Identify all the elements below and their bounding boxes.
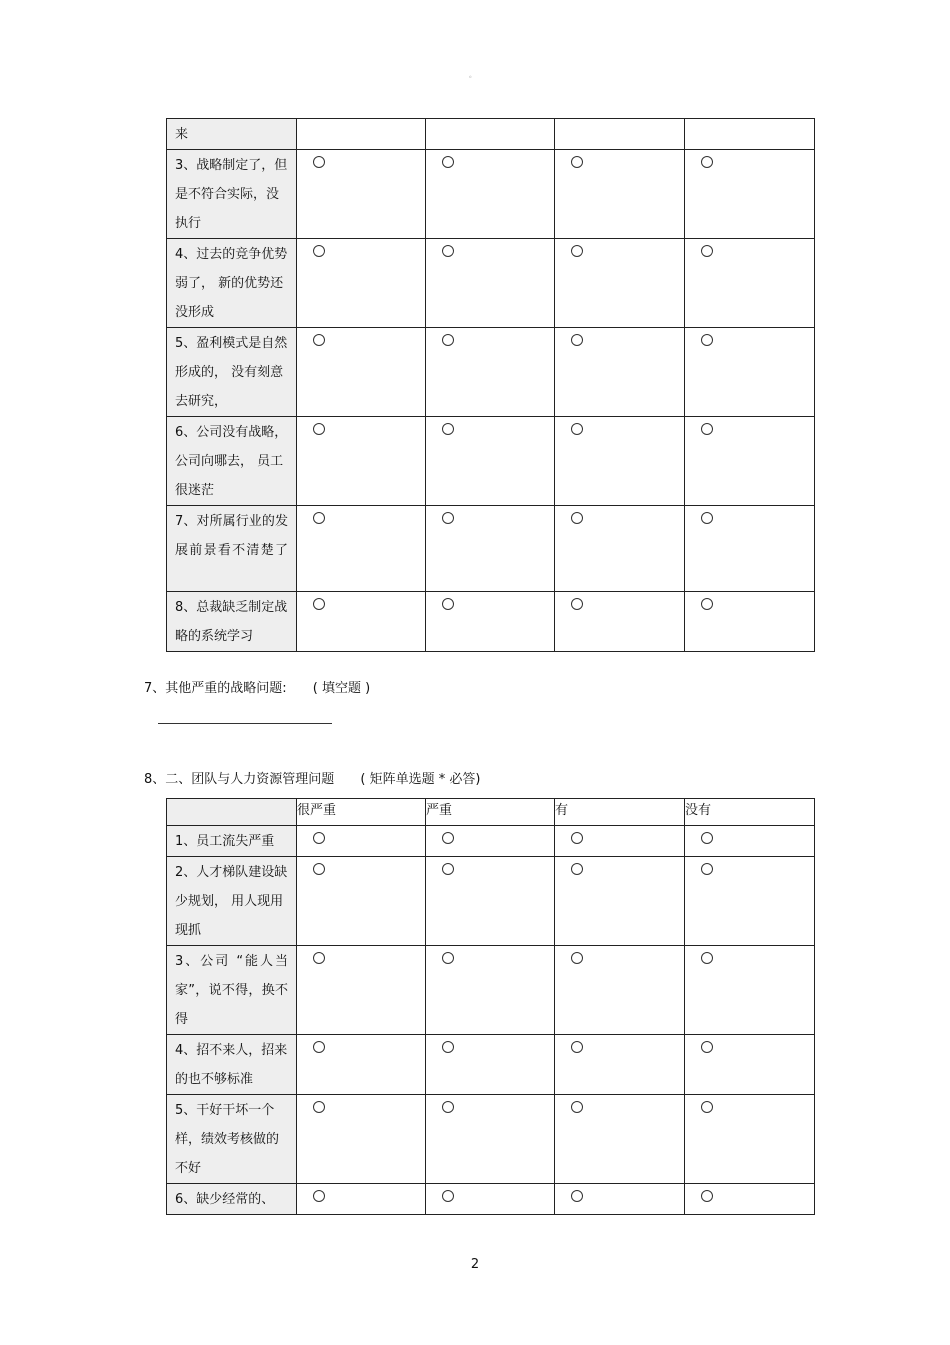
radio-button[interactable] [313,156,325,168]
table-row [167,1035,815,1095]
radio-button[interactable] [701,334,713,346]
option-cell [297,1184,426,1215]
header-corner [167,799,297,826]
radio-button[interactable] [442,832,454,844]
option-cell [426,417,555,506]
option-cell [685,119,815,150]
radio-button[interactable] [701,832,713,844]
question-label: 来 [167,119,297,150]
radio-button[interactable] [571,423,583,435]
radio-button[interactable] [701,512,713,524]
option-cell [685,1035,815,1095]
option-cell [555,946,685,1035]
option-cell [555,1184,685,1215]
header-have: 有 [555,799,685,826]
header-none: 没有 [685,799,815,826]
strategy-matrix-table [166,118,815,652]
option-cell [426,1184,555,1215]
option-cell [685,946,815,1035]
table-row [167,1184,815,1215]
radio-button[interactable] [701,863,713,875]
option-cell [426,239,555,328]
option-cell [685,506,815,592]
radio-button[interactable] [442,952,454,964]
radio-button[interactable] [442,598,454,610]
table-row [167,857,815,946]
table-row [167,119,815,150]
radio-button[interactable] [701,423,713,435]
option-cell [555,119,685,150]
radio-button[interactable] [442,1101,454,1113]
option-cell [426,1095,555,1184]
radio-button[interactable] [313,952,325,964]
question-label: 1、员工流失严重 [167,826,297,857]
radio-button[interactable] [571,1190,583,1202]
header-row [167,799,815,826]
table-row [167,1095,815,1184]
hr-matrix-table [166,798,815,1215]
option-cell [555,239,685,328]
question-label: 4、过去的竞争优势弱了， 新的优势还没形成 [167,239,297,328]
header-mark: 。 [469,71,476,79]
option-cell [426,328,555,417]
option-cell [426,857,555,946]
option-cell [555,150,685,239]
radio-button[interactable] [571,832,583,844]
question-7-title [144,677,370,696]
radio-button[interactable] [571,512,583,524]
table-row [167,946,815,1035]
radio-button[interactable] [313,832,325,844]
radio-button[interactable] [701,598,713,610]
option-cell [426,592,555,652]
option-cell [426,119,555,150]
option-cell [297,328,426,417]
radio-button[interactable] [442,245,454,257]
question-7-type: ( 填空题 ) [312,681,371,696]
option-cell [685,328,815,417]
option-cell [426,946,555,1035]
option-cell [426,150,555,239]
option-cell [297,506,426,592]
option-cell [297,417,426,506]
radio-button[interactable] [313,334,325,346]
radio-button[interactable] [701,1041,713,1053]
option-cell [685,1184,815,1215]
question-8-text: 8、二、团队与人力资源管理问题 [144,772,335,787]
option-cell [555,328,685,417]
question-7-text: 7、其他严重的战略问题: [144,681,287,696]
option-cell [297,119,426,150]
table-row [167,826,815,857]
option-cell [555,506,685,592]
option-cell [555,1095,685,1184]
question-8-type: ( 矩阵单选题 * 必答) [360,772,481,787]
radio-button[interactable] [313,1101,325,1113]
question-label: 2、人才梯队建设缺少规划， 用人现用现抓 [167,857,297,946]
option-cell [297,857,426,946]
radio-button[interactable] [442,863,454,875]
option-cell [555,417,685,506]
option-cell [685,150,815,239]
question-8-title [144,768,480,787]
radio-button[interactable] [571,156,583,168]
radio-button[interactable] [571,598,583,610]
radio-button[interactable] [313,1041,325,1053]
question-label: 5、干好干坏一个样，绩效考核做的不好 [167,1095,297,1184]
table-row [167,592,815,652]
page-number: 2 [470,1257,480,1272]
table-row [167,150,815,239]
radio-button[interactable] [313,1190,325,1202]
radio-button[interactable] [313,245,325,257]
radio-button[interactable] [701,1101,713,1113]
option-cell [685,826,815,857]
table-row [167,328,815,417]
option-cell [297,1095,426,1184]
option-cell [685,1095,815,1184]
radio-button[interactable] [442,1041,454,1053]
option-cell [297,1035,426,1095]
radio-button[interactable] [701,245,713,257]
radio-button[interactable] [571,245,583,257]
option-cell [426,1035,555,1095]
option-cell [685,239,815,328]
option-cell [555,857,685,946]
radio-button[interactable] [442,334,454,346]
radio-button[interactable] [571,1101,583,1113]
option-cell [685,592,815,652]
question-label: 5、盈利模式是自然形成的， 没有刻意去研究， [167,328,297,417]
option-cell [685,417,815,506]
radio-button[interactable] [571,334,583,346]
option-cell [555,826,685,857]
question-label: 6、公司没有战略，公司向哪去， 员工很迷茫 [167,417,297,506]
option-cell [297,239,426,328]
radio-button[interactable] [442,1190,454,1202]
question-label: 3、战略制定了，但是不符合实际，没执行 [167,150,297,239]
radio-button[interactable] [571,1041,583,1053]
fill-blank-input[interactable] [158,722,332,724]
question-label: 7、对所属行业的发展前景看不清楚了 [167,506,297,592]
question-label: 6、缺少经常的、 [167,1184,297,1215]
option-cell [555,1035,685,1095]
question-label: 8、总裁缺乏制定战略的系统学习 [167,592,297,652]
radio-button[interactable] [442,156,454,168]
option-cell [297,150,426,239]
option-cell [685,857,815,946]
question-label: 4、招不来人，招来的也不够标准 [167,1035,297,1095]
question-label: 3、公司 “能人当家”，说不得，换不得 [167,946,297,1035]
radio-button[interactable] [571,863,583,875]
radio-button[interactable] [313,598,325,610]
radio-button[interactable] [701,952,713,964]
header-severe: 严重 [426,799,555,826]
option-cell [297,826,426,857]
radio-button[interactable] [571,952,583,964]
radio-button[interactable] [701,1190,713,1202]
option-cell [297,946,426,1035]
header-very-severe: 很严重 [297,799,426,826]
radio-button[interactable] [701,156,713,168]
option-cell [297,592,426,652]
radio-button[interactable] [442,512,454,524]
radio-button[interactable] [313,423,325,435]
radio-button[interactable] [442,423,454,435]
table-row [167,506,815,592]
radio-button[interactable] [313,512,325,524]
table-row [167,239,815,328]
radio-button[interactable] [313,863,325,875]
table-row [167,417,815,506]
option-cell [426,506,555,592]
option-cell [555,592,685,652]
option-cell [426,826,555,857]
